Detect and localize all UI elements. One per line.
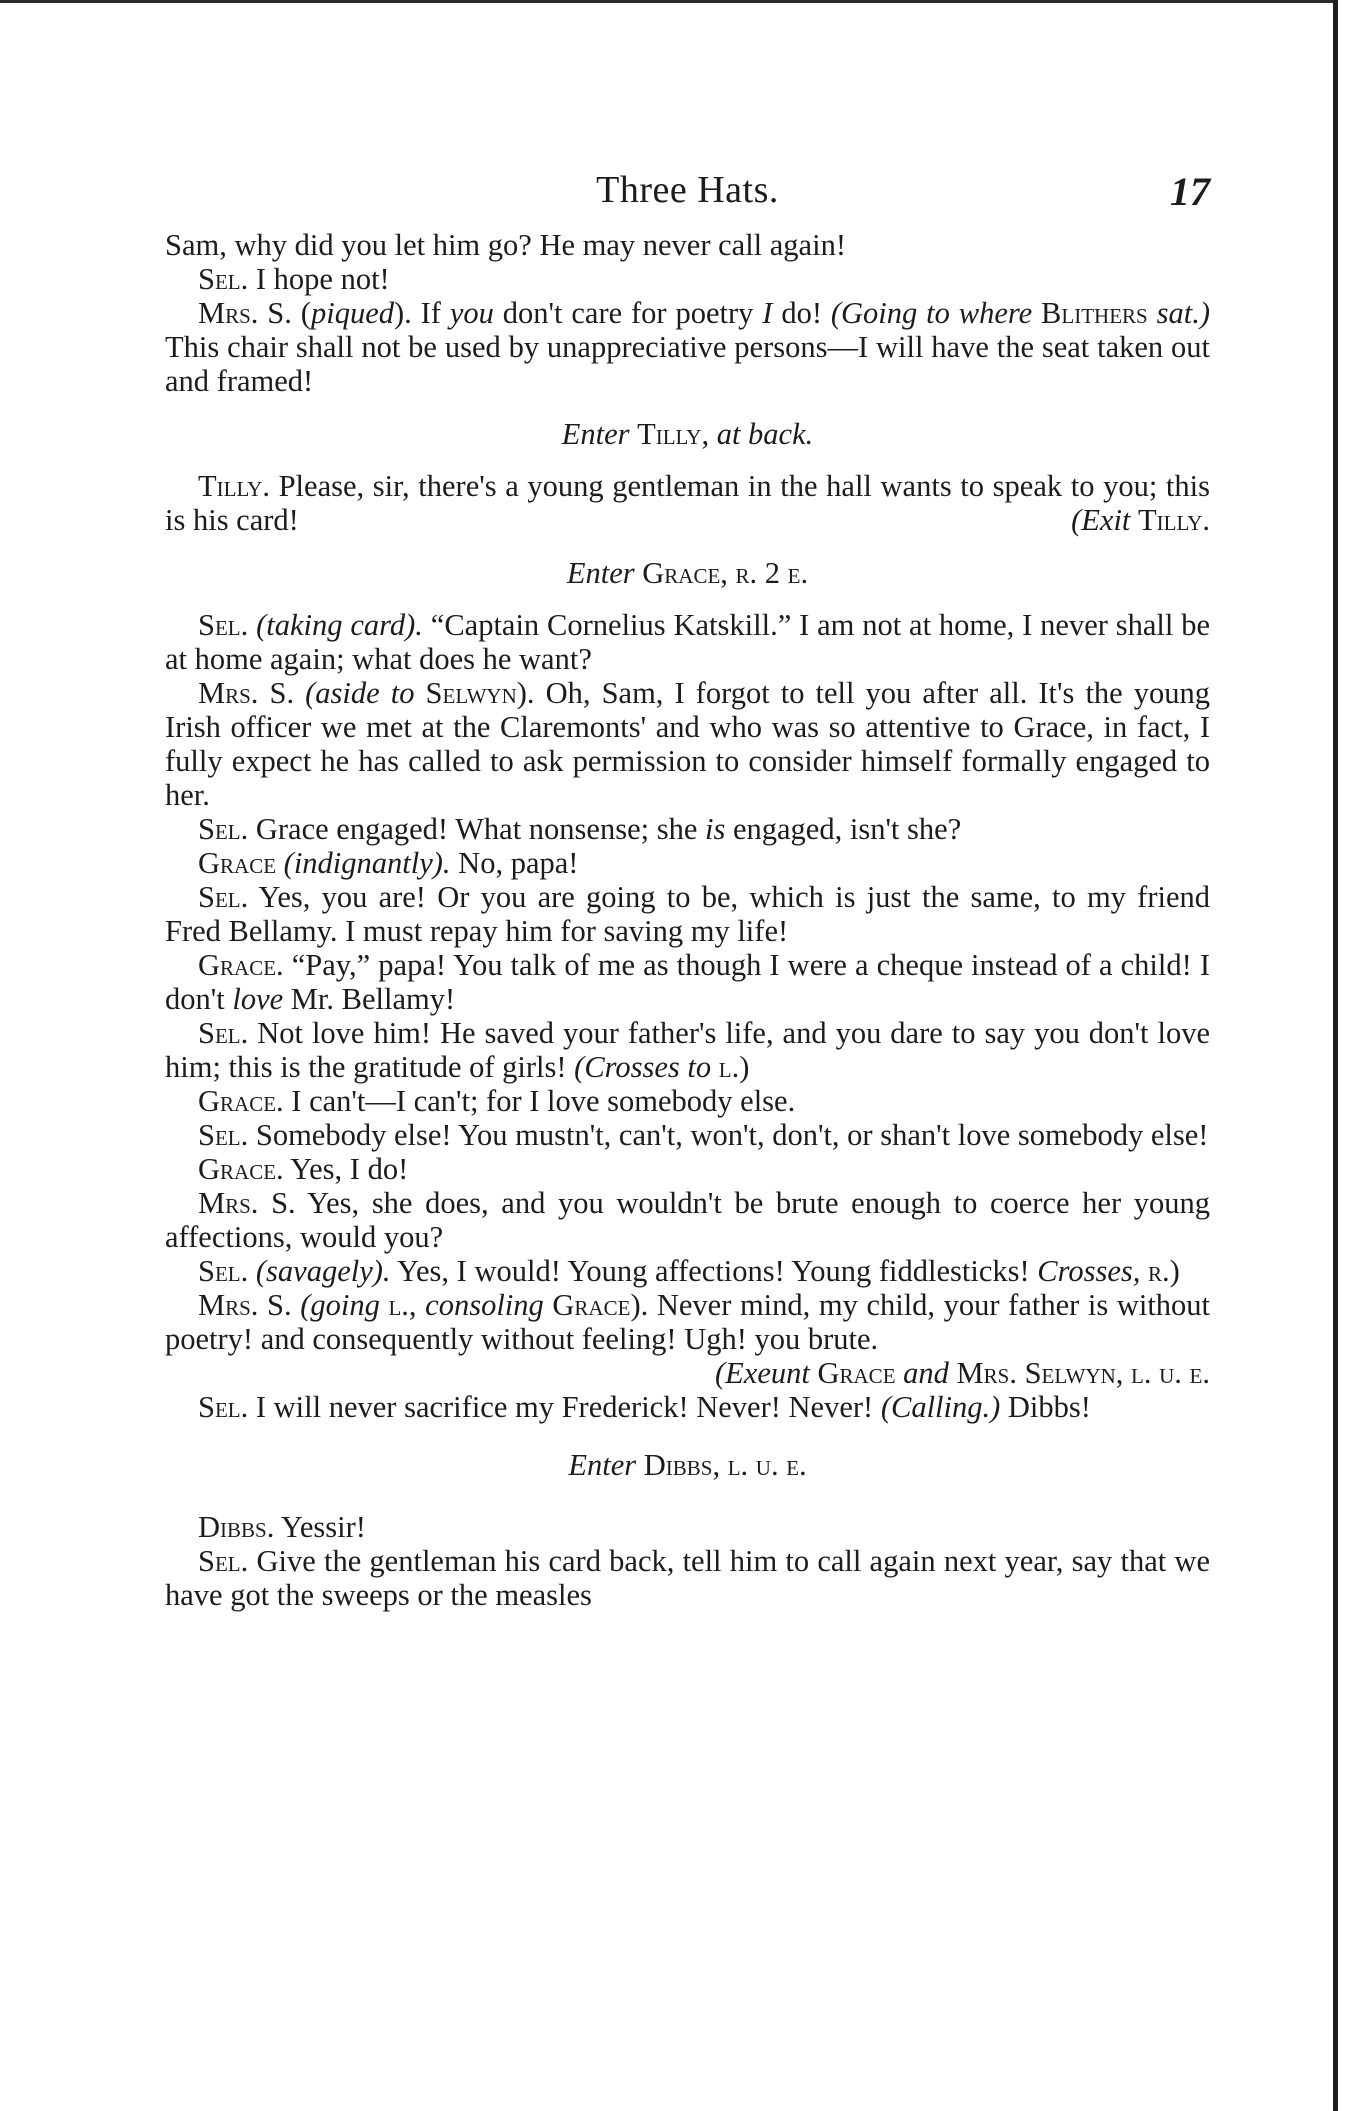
speaker: Mrs. S. xyxy=(198,296,292,330)
speaker: Sel. xyxy=(198,1254,249,1288)
dialogue-line: Mrs. S. (going l., consoling Grace). Never mind, my child, your father is without poetry! and consequently without feeling! Ugh! you brute. xyxy=(165,1288,1211,1356)
speaker: Sel. xyxy=(198,262,249,296)
dialogue-line: Grace. I can't—I can't; for I love somebody else. xyxy=(198,1084,796,1118)
dialogue-line: Grace. “Pay,” papa! You talk of me as though I were a cheque instead of a child! I don't love Mr. Bellamy! xyxy=(165,948,1210,1016)
stage-direction: Enter Grace, r. 2 e. xyxy=(566,556,809,590)
page-number: 17 xyxy=(1170,169,1210,214)
dialogue-line: Sel. (savagely). Yes, I would! Young affections! Young fiddlesticks! Crosses, r.) xyxy=(198,1254,1180,1288)
speaker: Dibbs. xyxy=(198,1510,275,1544)
speaker: Sel. xyxy=(198,812,249,846)
speaker: Grace. xyxy=(198,1084,284,1118)
speaker: Sel. xyxy=(198,1016,249,1050)
exit-direction: (Exit Tilly. xyxy=(1071,503,1210,537)
page-body xyxy=(165,228,1210,1612)
page-header xyxy=(165,168,1210,228)
dialogue-line: Grace. Yes, I do! xyxy=(198,1152,409,1186)
running-head: Three Hats. xyxy=(596,169,779,211)
dialogue-line: Sel. Grace engaged! What nonsense; she is engaged, isn't she? xyxy=(198,812,962,846)
stage-direction: Enter Dibbs, l. u. e. xyxy=(568,1448,807,1482)
dialogue-line: Grace (indignantly). No, papa! xyxy=(198,846,579,880)
dialogue-line: Sel. (taking card). “Captain Cornelius Katskill.” I am not at home, I never shall be at home again; what does he want? xyxy=(165,608,1211,676)
dialogue-line: Sel. Yes, you are! Or you are going to be, which is just the same, to my friend Fred Bellamy. I must repay him for saving my life! xyxy=(165,880,1210,948)
speaker: Mrs. S. xyxy=(198,676,295,710)
dialogue-line: Dibbs. Yessir! xyxy=(198,1510,366,1544)
dialogue-line: Sel. Not love him! He saved your father's life, and you dare to say you don't love him; this is the gratitude of girls! (Crosses to l.) xyxy=(165,1016,1211,1084)
dialogue-line: Sel. I will never sacrifice my Frederick! Never! Never! (Calling.) Dibbs! xyxy=(198,1390,1091,1424)
speaker: Mrs. S. xyxy=(198,1288,292,1322)
speaker: Sel. xyxy=(198,608,249,642)
exit-direction: (Exeunt Grace and Mrs. Selwyn, l. u. e. xyxy=(715,1356,1210,1390)
dialogue-line: Mrs. S. (aside to Selwyn). Oh, Sam, I forgot to tell you after all. It's the young Irish officer we met at the Claremonts' and who was so attentive to Grace, in fact, I fully expect he has called to ask permission to consider himself formally engaged to her. xyxy=(165,676,1211,812)
speaker: Sel. xyxy=(198,880,249,914)
speaker: Grace. xyxy=(198,948,284,982)
stage-direction: Enter Tilly, at back. xyxy=(561,417,814,451)
speaker: Grace. xyxy=(198,1152,284,1186)
dialogue-continuation: Sam, why did you let him go? He may never call again! xyxy=(165,228,846,262)
dialogue-line: Sel. Give the gentleman his card back, tell him to call again next year, say that we have got the sweeps or the measles xyxy=(165,1544,1210,1612)
speaker: Sel. xyxy=(198,1390,249,1424)
speaker: Sel. xyxy=(198,1544,249,1578)
book-page xyxy=(165,168,1210,1612)
dialogue-line: Sel. I hope not! xyxy=(198,262,390,296)
speaker: Sel. xyxy=(198,1118,249,1152)
dialogue-line: Mrs. S. (piqued). If you don't care for poetry I do! (Going to where Blithers sat.) This chair shall not be used by unappreciative persons—I will have the seat taken out and framed! xyxy=(165,296,1210,398)
dialogue-line: Sel. Somebody else! You mustn't, can't, won't, don't, or shan't love somebody else! xyxy=(198,1118,1209,1152)
dialogue-line: Mrs. S. Yes, she does, and you wouldn't be brute enough to coerce her young affections, would you? xyxy=(165,1186,1210,1254)
speaker: Grace xyxy=(198,846,277,880)
speaker: Tilly. xyxy=(198,469,270,503)
speaker: Mrs. S. xyxy=(198,1186,296,1220)
top-border-rule xyxy=(0,0,1336,3)
dialogue-line: Tilly. Please, sir, there's a young gentleman in the hall wants to speak to you; this is his card! (Exit Tilly. xyxy=(165,469,1210,537)
right-border-rule xyxy=(1333,0,1338,2111)
